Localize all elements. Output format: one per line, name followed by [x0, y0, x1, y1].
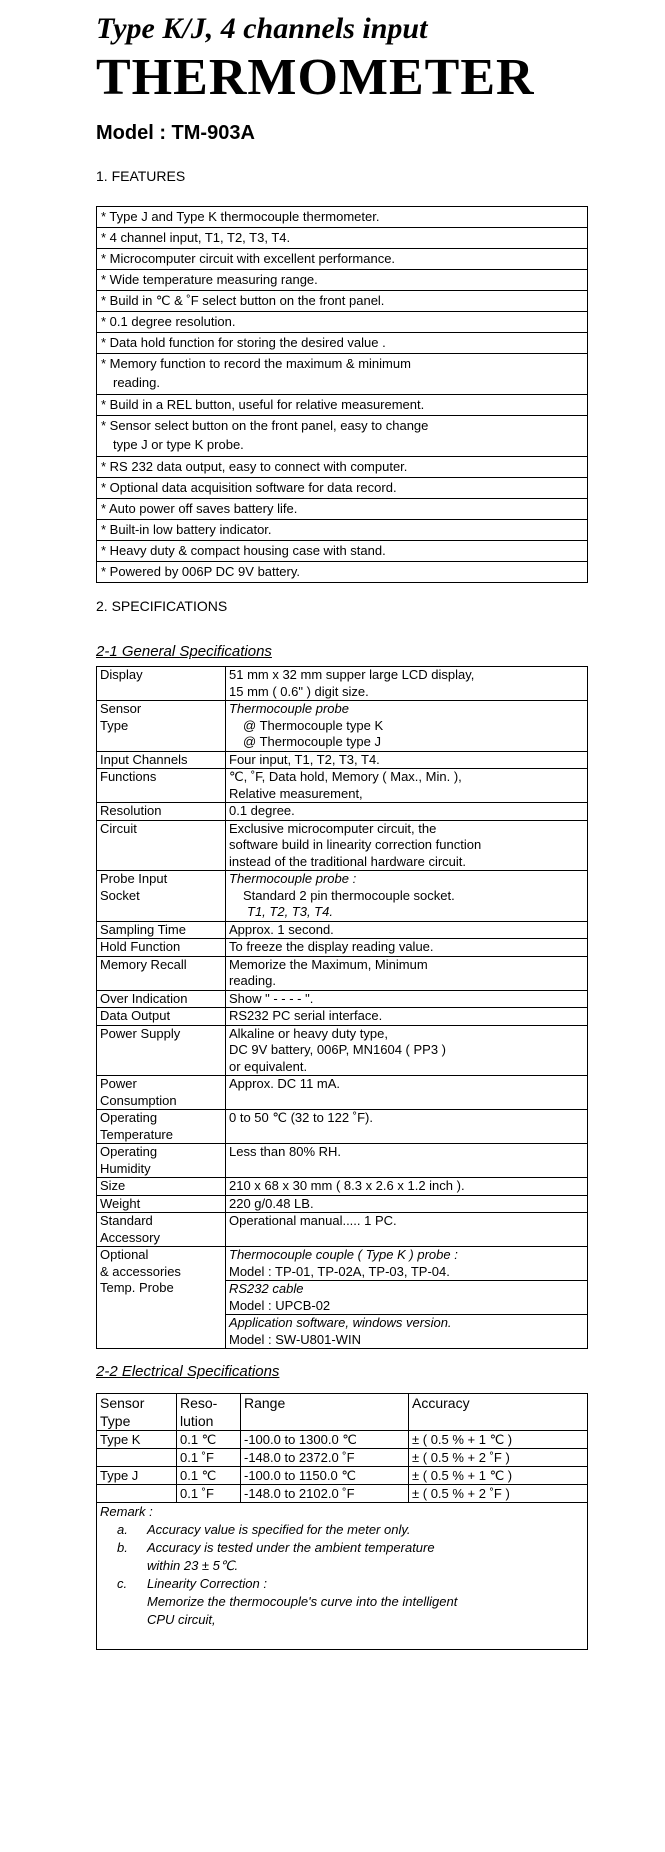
spec-value-cell [226, 1178, 588, 1196]
feature-text: * Sensor select button on the front panel, easy to change [101, 418, 429, 433]
accessory-name: Application software, windows version. [229, 1315, 452, 1330]
feature-text: * Type J and Type K thermocouple thermometer. [101, 209, 380, 224]
spec-row [97, 1144, 588, 1178]
feature-row [97, 312, 588, 333]
spec-value: Approx. 1 second. [229, 921, 334, 937]
feature-text: type J or type K probe. [113, 437, 244, 452]
feature-row [97, 395, 588, 416]
feature-row [97, 249, 588, 270]
spec-value: ℃, ˚F, Data hold, Memory ( Max., Min. ), [229, 769, 462, 784]
spec-row-optional [97, 1247, 588, 1281]
remark-text: within 23 ± 5℃. [147, 1558, 239, 1573]
spec-key: Humidity [100, 1160, 151, 1176]
feature-cell [97, 499, 588, 520]
remark-box [96, 1502, 588, 1650]
spec-value-cell [226, 990, 588, 1008]
spec-key: Sensor [100, 701, 142, 716]
page-title: THERMOMETER [96, 49, 535, 106]
spec-key: Over Indication [100, 990, 188, 1006]
spec-key-cell [97, 1008, 226, 1026]
spec-value-cell [226, 956, 588, 990]
spec-key: Display [100, 667, 143, 682]
spec-key: Type [100, 717, 129, 733]
remark-line [97, 1593, 587, 1611]
spec-key: Power [100, 1076, 137, 1091]
remark-line [97, 1557, 587, 1575]
feature-text: * Wide temperature measuring range. [101, 272, 318, 287]
spec-value-cell [226, 921, 588, 939]
spec-key-cell [97, 1178, 226, 1196]
spec-value: 220 g/0.48 LB. [229, 1195, 314, 1211]
feature-text: * Heavy duty & compact housing case with stand. [101, 543, 386, 558]
spec-value: or equivalent. [229, 1058, 308, 1074]
spec-value-cell [226, 667, 588, 701]
feature-cell [97, 478, 588, 499]
spec-key-cell [97, 921, 226, 939]
electrical-type-cell: Type J [97, 1467, 177, 1485]
spec-value-cell [226, 1076, 588, 1110]
spec-key: Resolution [100, 803, 162, 818]
spec-row [97, 769, 588, 803]
spec-key: Operating [100, 1110, 158, 1125]
feature-row [97, 457, 588, 478]
remark-label: a. [117, 1522, 128, 1537]
spec-value-sub: Standard 2 pin thermocouple socket. [243, 887, 455, 903]
spec-value-cell [226, 751, 588, 769]
spec-value: Memorize the Maximum, Minimum [229, 956, 428, 972]
spec-key-cell [97, 939, 226, 957]
accessory-model: Model : UPCB-02 [229, 1297, 331, 1313]
feature-cell [97, 249, 588, 270]
spec-value-cell [226, 1144, 588, 1178]
feature-row [97, 520, 588, 541]
spec-value-cell [226, 701, 588, 752]
spec-value-cell [226, 803, 588, 821]
electrical-header-cell [241, 1394, 409, 1431]
spec-key: Weight [100, 1195, 141, 1211]
spec-key: Input Channels [100, 751, 188, 767]
spec-value: Show " - - - - ". [229, 990, 314, 1006]
spec-value: Exclusive microcomputer circuit, the [229, 820, 437, 836]
spec-row [97, 956, 588, 990]
spec-row [97, 701, 588, 752]
feature-cell [97, 312, 588, 333]
spec-value: 15 mm ( 0.6" ) digit size. [229, 683, 369, 699]
spec-row [97, 803, 588, 821]
feature-cell [97, 333, 588, 354]
electrical-row [97, 1467, 588, 1485]
electrical-res-cell: 0.1 ℃ [177, 1431, 241, 1449]
spec-key: Operating [100, 1144, 158, 1159]
remark-text: Accuracy is tested under the ambient temperature [147, 1540, 435, 1555]
remark-text: Accuracy value is specified for the meter only. [147, 1522, 411, 1537]
spec-row [97, 1195, 588, 1213]
feature-cell [97, 395, 588, 416]
spec-value: 51 mm x 32 mm supper large LCD display, [229, 667, 475, 682]
electrical-specs-table [96, 1393, 588, 1503]
spec-key: Memory Recall [100, 956, 187, 972]
spec-value-cell [226, 1110, 588, 1144]
feature-row [97, 354, 588, 395]
column-header: Sensor [100, 1395, 145, 1411]
spec-key-cell [97, 769, 226, 803]
electrical-range-cell: -100.0 to 1300.0 ℃ [241, 1431, 409, 1449]
spec-key: Functions [100, 769, 157, 784]
optional-accessory-cell [226, 1315, 588, 1349]
feature-text: reading. [113, 375, 160, 390]
spec-key-cell [97, 1195, 226, 1213]
spec-key-cell [97, 1213, 226, 1247]
spec-row [97, 1076, 588, 1110]
spec-key: Optional [100, 1247, 149, 1262]
column-header: Reso- [180, 1395, 218, 1411]
remark-text: CPU circuit, [147, 1612, 216, 1627]
electrical-acc-cell: ± ( 0.5 % + 2 ˚F ) [409, 1485, 588, 1503]
feature-text: * Auto power off saves battery life. [101, 501, 298, 516]
spec-row [97, 1025, 588, 1076]
spec-value: Relative measurement, [229, 785, 363, 801]
column-header: Range [244, 1395, 286, 1411]
spec-key: Standard [100, 1213, 153, 1228]
feature-text: * Memory function to record the maximum & minimum [101, 356, 411, 371]
spec-key: Accessory [100, 1229, 160, 1245]
spec-row [97, 1213, 588, 1247]
feature-text: * 0.1 degree resolution. [101, 314, 236, 329]
feature-text: * Data hold function for storing the desired value . [101, 335, 386, 350]
spec-value: software build in linearity correction function [229, 837, 482, 852]
spec-key-cell [97, 820, 226, 871]
electrical-header-cell [177, 1394, 241, 1431]
remark-line [97, 1521, 587, 1539]
spec-key-cell [97, 1076, 226, 1110]
spec-value: reading. [229, 973, 276, 988]
remark-title: Remark : [100, 1504, 153, 1519]
electrical-row [97, 1449, 588, 1467]
spec-key: Data Output [100, 1008, 171, 1023]
feature-text: * Built-in low battery indicator. [101, 522, 272, 537]
spec-value-cell [226, 1213, 588, 1247]
electrical-res-cell: 0.1 ˚F [177, 1449, 241, 1467]
feature-cell [97, 520, 588, 541]
spec-value: 210 x 68 x 30 mm ( 8.3 x 2.6 x 1.2 inch ). [229, 1178, 465, 1193]
spec-row [97, 1178, 588, 1196]
accessory-name: RS232 cable [229, 1281, 304, 1296]
electrical-res-cell: 0.1 ˚F [177, 1485, 241, 1503]
spec-key: Sampling Time [100, 921, 186, 937]
spec-row [97, 871, 588, 922]
electrical-header-cell [97, 1394, 177, 1431]
spec-value: Operational manual..... 1 PC. [229, 1213, 397, 1228]
spec-key: Circuit [100, 820, 137, 836]
accessory-model: Model : TP-01, TP-02A, TP-03, TP-04. [229, 1263, 450, 1279]
electrical-acc-cell: ± ( 0.5 % + 1 ℃ ) [409, 1467, 588, 1485]
remark-text: Linearity Correction : [147, 1576, 267, 1591]
spec-key-cell [97, 667, 226, 701]
electrical-specs-heading: 2-2 Electrical Specifications [96, 1363, 280, 1380]
electrical-range-cell: -148.0 to 2102.0 ˚F [241, 1485, 409, 1503]
spec-value-cell [226, 871, 588, 922]
feature-text: * Build in ℃ & ˚F select button on the front panel. [101, 293, 385, 308]
spec-value-sub-italic: T1, T2, T3, T4. [247, 904, 333, 919]
spec-value: 0 to 50 ℃ (32 to 122 ˚F). [229, 1110, 373, 1125]
column-header: Type [100, 1413, 131, 1429]
spec-value: DC 9V battery, 006P, MN1604 ( PP3 ) [229, 1042, 447, 1057]
spec-value-cell [226, 1195, 588, 1213]
spec-row [97, 751, 588, 769]
feature-text: * RS 232 data output, easy to connect with computer. [101, 459, 408, 474]
electrical-row [97, 1485, 588, 1503]
specifications-heading: 2. SPECIFICATIONS [96, 598, 228, 614]
electrical-type-cell [97, 1449, 177, 1467]
spec-value-cell [226, 820, 588, 871]
spec-row [97, 820, 588, 871]
subtitle: Type K/J, 4 channels input [96, 12, 428, 45]
feature-cell [97, 457, 588, 478]
spec-key: Probe Input [100, 871, 168, 886]
feature-row [97, 416, 588, 457]
electrical-header-cell [409, 1394, 588, 1431]
spec-key-cell [97, 1144, 226, 1178]
remark-line [97, 1575, 587, 1593]
remark-label: b. [117, 1540, 128, 1555]
spec-value: 0.1 degree. [229, 803, 295, 818]
electrical-range-cell: -100.0 to 1150.0 ℃ [241, 1467, 409, 1485]
spec-key-cell [97, 1110, 226, 1144]
electrical-type-cell: Type K [97, 1431, 177, 1449]
spec-key-cell [97, 990, 226, 1008]
feature-cell [97, 228, 588, 249]
feature-cell [97, 562, 588, 583]
feature-row [97, 207, 588, 228]
spec-key-cell [97, 956, 226, 990]
feature-text: * Build in a REL button, useful for relative measurement. [101, 397, 425, 412]
electrical-header-row [97, 1394, 588, 1431]
feature-row [97, 478, 588, 499]
spec-value-italic: Thermocouple probe [229, 701, 349, 716]
feature-cell [97, 270, 588, 291]
remark-text: Memorize the thermocouple's curve into the intelligent [147, 1594, 458, 1609]
feature-row [97, 291, 588, 312]
spec-value: Approx. DC 11 mA. [229, 1076, 341, 1091]
model-number: Model : TM-903A [96, 122, 255, 144]
optional-accessory-cell [226, 1247, 588, 1281]
spec-key: Temp. Probe [100, 1280, 174, 1295]
optional-accessory-cell [226, 1281, 588, 1315]
spec-value: Four input, T1, T2, T3, T4. [229, 751, 380, 767]
feature-cell [97, 291, 588, 312]
remark-line [97, 1611, 587, 1629]
feature-row [97, 228, 588, 249]
feature-row [97, 562, 588, 583]
accessory-model: Model : SW-U801-WIN [229, 1331, 361, 1347]
spec-row [97, 667, 588, 701]
spec-value-cell [226, 1008, 588, 1026]
feature-text: * Optional data acquisition software for data record. [101, 480, 397, 495]
spec-row [97, 990, 588, 1008]
remark-label: c. [117, 1576, 128, 1591]
spec-value: To freeze the display reading value. [229, 939, 434, 954]
electrical-type-cell [97, 1485, 177, 1503]
spec-key-cell [97, 701, 226, 752]
feature-cell [97, 354, 588, 395]
electrical-range-cell: -148.0 to 2372.0 ˚F [241, 1449, 409, 1467]
spec-key: Socket [100, 887, 140, 903]
remark-line [97, 1539, 587, 1557]
feature-cell [97, 207, 588, 228]
spec-value: Alkaline or heavy duty type, [229, 1025, 388, 1041]
electrical-res-cell: 0.1 ℃ [177, 1467, 241, 1485]
spec-key-cell [97, 1025, 226, 1076]
spec-value-cell [226, 1025, 588, 1076]
feature-row [97, 270, 588, 291]
spec-value-sub: @ Thermocouple type K [243, 717, 384, 733]
spec-key: & accessories [100, 1263, 181, 1279]
feature-row [97, 333, 588, 354]
general-specs-heading: 2-1 General Specifications [96, 643, 272, 660]
feature-cell [97, 416, 588, 457]
feature-text: * Powered by 006P DC 9V battery. [101, 564, 300, 579]
spec-value-cell [226, 769, 588, 803]
column-header: lution [180, 1413, 214, 1429]
spec-key: Hold Function [100, 939, 181, 954]
feature-text: * 4 channel input, T1, T2, T3, T4. [101, 230, 291, 245]
spec-key-cell [97, 751, 226, 769]
feature-row [97, 499, 588, 520]
spec-value: RS232 PC serial interface. [229, 1008, 383, 1023]
electrical-acc-cell: ± ( 0.5 % + 2 ˚F ) [409, 1449, 588, 1467]
features-heading: 1. FEATURES [96, 168, 186, 184]
feature-text: * Microcomputer circuit with excellent performance. [101, 251, 396, 266]
spec-key-cell [97, 1247, 226, 1349]
column-header: Accuracy [412, 1395, 470, 1411]
spec-row [97, 1110, 588, 1144]
spec-value: instead of the traditional hardware circuit. [229, 853, 467, 869]
accessory-name: Thermocouple couple ( Type K ) probe : [229, 1247, 458, 1262]
electrical-row [97, 1431, 588, 1449]
electrical-acc-cell: ± ( 0.5 % + 1 ℃ ) [409, 1431, 588, 1449]
features-table [96, 206, 588, 583]
spec-row [97, 1008, 588, 1026]
spec-row [97, 921, 588, 939]
spec-value-italic: Thermocouple probe : [229, 871, 357, 886]
feature-row [97, 541, 588, 562]
spec-key: Temperature [100, 1126, 173, 1142]
spec-row [97, 939, 588, 957]
spec-key: Power Supply [100, 1025, 181, 1041]
spec-key-cell [97, 871, 226, 922]
spec-key: Size [100, 1178, 126, 1193]
spec-value-sub: @ Thermocouple type J [243, 734, 381, 749]
spec-key-cell [97, 803, 226, 821]
spec-value-cell [226, 939, 588, 957]
general-specs-table [96, 666, 588, 1349]
spec-key: Consumption [100, 1092, 177, 1108]
feature-cell [97, 541, 588, 562]
spec-value: Less than 80% RH. [229, 1144, 342, 1159]
